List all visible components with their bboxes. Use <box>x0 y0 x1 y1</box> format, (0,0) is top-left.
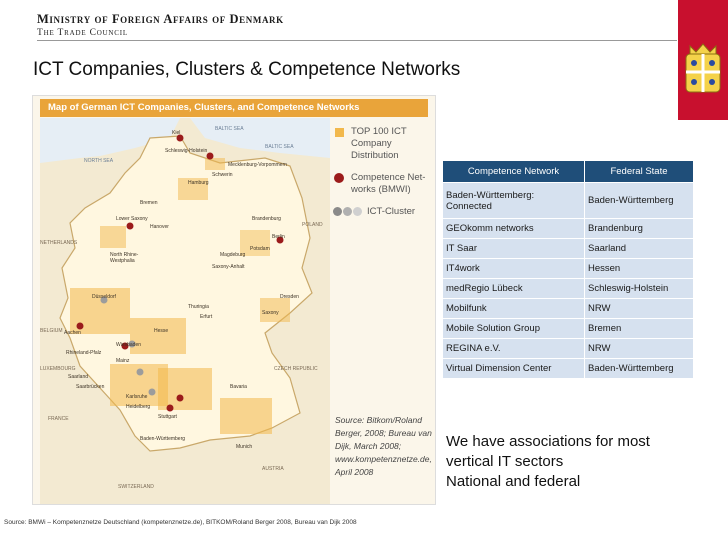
table-row <box>443 359 694 379</box>
map-label-bremen: Bremen <box>140 200 158 206</box>
table-row <box>443 183 694 219</box>
germany-map <box>40 118 330 504</box>
germany-map-figure <box>32 95 436 505</box>
map-label-switzerland: SWITZERLAND <box>118 484 154 490</box>
royal-coat-of-arms-icon <box>682 40 724 96</box>
map-label-nrw: North Rhine-Westphalia <box>110 252 139 264</box>
legend-cluster-dots-icon <box>333 207 363 220</box>
map-label-hanover: Hanover <box>150 224 169 230</box>
state-cell: Baden-Württemberg <box>585 183 694 219</box>
map-label-france: FRANCE <box>48 416 69 422</box>
state-cell: Bremen <box>585 319 694 339</box>
map-label-erfurt: Erfurt <box>200 314 213 320</box>
table-row <box>443 319 694 339</box>
map-label-netherlands: NETHERLANDS <box>40 240 78 246</box>
map-label-saxony: Saxony <box>262 310 279 316</box>
legend-networks-label: Competence Net-works (BMWI) <box>351 172 426 195</box>
state-cell: Baden-Württemberg <box>585 359 694 379</box>
state-cell: NRW <box>585 339 694 359</box>
map-label-bavaria: Bavaria <box>230 384 247 390</box>
danish-crest-banner <box>678 0 728 120</box>
map-label-luxembourg: LUXEMBOURG <box>40 366 76 372</box>
trade-council-name: The Trade Council <box>37 28 128 38</box>
network-cell: Virtual Dimension Center <box>443 359 585 379</box>
state-cell: Schleswig-Holstein <box>585 279 694 299</box>
map-label-baltic-sea-2: BALTIC SEA <box>265 144 294 150</box>
map-label-baltic-sea-1: BALTIC SEA <box>215 126 244 132</box>
ministry-header <box>37 12 284 38</box>
map-label-wiesbaden: Wiesbaden <box>116 342 142 348</box>
table-row <box>443 259 694 279</box>
column-header-network: Competence Network <box>443 161 585 183</box>
table-row <box>443 299 694 319</box>
map-label-schleswig: Schleswig-Holstein <box>165 148 208 154</box>
map-label-lower-saxony: Lower Saxony <box>116 216 148 222</box>
statement-line: vertical IT sectors <box>446 453 564 470</box>
map-header: Map of German ICT Companies, Clusters, and Competence Networks <box>40 99 428 117</box>
network-cell: medRegio Lübeck <box>443 279 585 299</box>
map-label-aachen: Aachen <box>64 330 81 336</box>
legend-clusters <box>333 206 433 218</box>
map-label-magdeburg: Magdeburg <box>220 252 246 258</box>
table-row <box>443 339 694 359</box>
map-label-poland: POLAND <box>302 222 323 228</box>
network-cell: IT Saar <box>443 239 585 259</box>
legend-square-icon <box>335 128 344 137</box>
ministry-name: Ministry of Foreign Affairs of Denmark <box>37 12 284 26</box>
statement-line: National and federal <box>446 473 581 490</box>
network-cell: IT4work <box>443 259 585 279</box>
map-label-saarland: Saarland <box>68 374 89 380</box>
map-label-saxony-anhalt: Saxony-Anhalt <box>212 264 245 270</box>
map-label-belgium: BELGIUM <box>40 328 63 334</box>
state-cell: Brandenburg <box>585 219 694 239</box>
map-label-hesse: Hesse <box>154 328 169 334</box>
map-label-kiel: Kiel <box>172 130 181 136</box>
network-cell: Baden-Württemberg: Connected <box>443 183 585 219</box>
map-label-mainz: Mainz <box>116 358 130 364</box>
map-label-berlin: Berlin <box>272 234 285 240</box>
statement-line: We have associations for most <box>446 433 650 450</box>
legend-clusters-label: ICT-Cluster <box>367 206 416 217</box>
slide-title: ICT Companies, Clusters & Competence Networks <box>33 59 461 80</box>
state-cell: Hessen <box>585 259 694 279</box>
map-source-note: Source: Bitkom/Roland Berger, 2008; Bureau van Dijk, March 2008; www.kompetenznetze.de, April 2008 <box>335 415 432 477</box>
column-header-state: Federal State <box>585 161 694 183</box>
map-label-bw: Baden-Württemberg <box>140 436 186 442</box>
network-cell: REGINA e.V. <box>443 339 585 359</box>
map-label-north-sea: NORTH SEA <box>84 158 114 164</box>
germany-map-graphic <box>40 118 330 504</box>
map-label-thuringia: Thuringia <box>188 304 209 310</box>
map-label-austria: AUSTRIA <box>262 466 284 472</box>
state-cell: NRW <box>585 299 694 319</box>
map-label-saarbrucken: Saarbrücken <box>76 384 105 390</box>
map-label-munich: Munich <box>236 444 253 450</box>
associations-statement <box>446 432 650 492</box>
footer-source: Source: BMWi – Kompetenznetze Deutschland (kompetenznetze.de), BITKOM/Roland Berger 2008, Bureau van Dijk 2008 <box>4 519 357 526</box>
legend-top100-label: TOP 100 ICT Company Distribution <box>351 126 407 161</box>
map-label-hamburg: Hamburg <box>188 180 209 186</box>
map-label-dusseldorf: Düsseldorf <box>92 294 116 300</box>
state-cell: Saarland <box>585 239 694 259</box>
map-label-mecklenburg: Mecklenburg-Vorpommern <box>228 162 287 168</box>
header-divider <box>37 40 677 41</box>
legend-networks <box>333 172 433 196</box>
table-row <box>443 279 694 299</box>
map-label-dresden: Dresden <box>280 294 299 300</box>
table-row <box>443 219 694 239</box>
map-label-heidelberg: Heidelberg <box>126 404 151 410</box>
map-label-brandenburg: Brandenburg <box>252 216 281 222</box>
legend-top100 <box>333 126 433 162</box>
map-label-czech: CZECH REPUBLIC <box>274 366 318 372</box>
map-label-potsdam: Potsdam <box>250 246 270 252</box>
map-label-rhineland: Rhineland-Pfalz <box>66 350 102 356</box>
table-header-row <box>443 161 694 183</box>
network-cell: GEOkomm networks <box>443 219 585 239</box>
map-label-karlsruhe: Karlsruhe <box>126 394 148 400</box>
table-row <box>443 239 694 259</box>
legend-red-dot-icon <box>334 173 344 183</box>
competence-network-table <box>442 160 694 379</box>
map-legend <box>333 126 433 228</box>
map-label-schwerin: Schwerin <box>212 172 233 178</box>
network-cell: Mobilfunk <box>443 299 585 319</box>
network-cell: Mobile Solution Group <box>443 319 585 339</box>
map-label-stuttgart: Stuttgart <box>158 414 177 420</box>
